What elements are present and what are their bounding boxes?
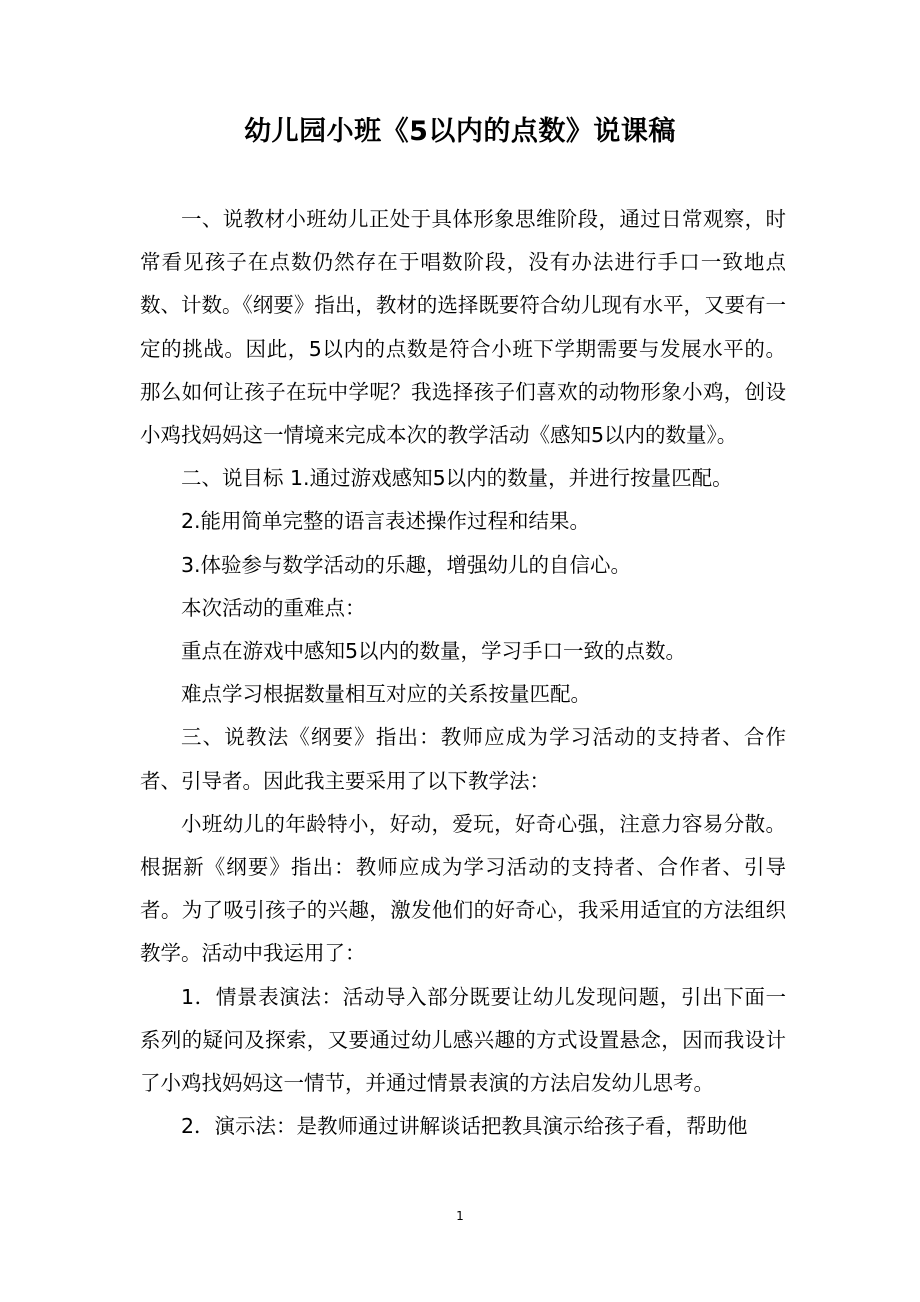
page-number: 1 — [456, 1209, 464, 1223]
paragraph-objectives: 二、说目标 1.通过游戏感知5以内的数量，并进行按量匹配。 — [181, 466, 733, 491]
paragraph-key-point: 重点在游戏中感知5以内的数量，学习手口一致的点数。 — [181, 639, 687, 664]
paragraph-teaching-material: 一、说教材小班幼儿正处于具体形象思维阶段，通过日常观察，时常看见孩子在点数仍然存在于唱数阶段，没有办法进行手口一致地点数、计数。《纲要》指出，教材的选择既要符合幼儿现有水平，又要有一定的挑战。因此，5以内的点数是符合小班下学期需要与发展水平的。那么如何让孩子在玩中学呢？我选择孩子们喜欢的动物形象小鸡，创设小鸡找妈妈这一情境来完成本次的教学活动《感知5以内的数量》。 — [140, 207, 786, 448]
paragraph-key-points-heading: 本次活动的重难点： — [181, 595, 366, 620]
paragraph-objective-2: 2.能用简单完整的语言表述操作过程和结果。 — [181, 509, 591, 534]
paragraph-method-1: 1．情景表演法：活动导入部分既要让幼儿发现问题，引出下面一系列的疑问及探索，又要通过幼儿感兴趣的方式设置悬念，因而我设计了小鸡找妈妈这一情节，并通过情景表演的方法启发幼儿思考。 — [140, 984, 786, 1096]
paragraph-difficult-point: 难点学习根据数量相互对应的关系按量匹配。 — [181, 682, 591, 707]
document-body — [140, 198, 786, 1148]
document-title: 幼儿园小班《5以内的点数》说课稿 — [244, 116, 676, 147]
paragraph-children-traits: 小班幼儿的年龄特小，好动，爱玩，好奇心强，注意力容易分散。根据新《纲要》指出：教师应成为学习活动的支持者、合作者、引导者。为了吸引孩子的兴趣，激发他们的好奇心，我采用适宜的方法组织教学。活动中我运用了： — [140, 811, 786, 966]
paragraph-objective-3: 3.体验参与数学活动的乐趣，增强幼儿的自信心。 — [181, 552, 632, 577]
paragraph-teaching-methods: 三、说教法《纲要》指出：教师应成为学习活动的支持者、合作者、引导者。因此我主要采用了以下教学法： — [140, 725, 786, 793]
paragraph-method-2: 2．演示法：是教师通过讲解谈话把教具演示给孩子看，帮助他 — [181, 1114, 748, 1139]
